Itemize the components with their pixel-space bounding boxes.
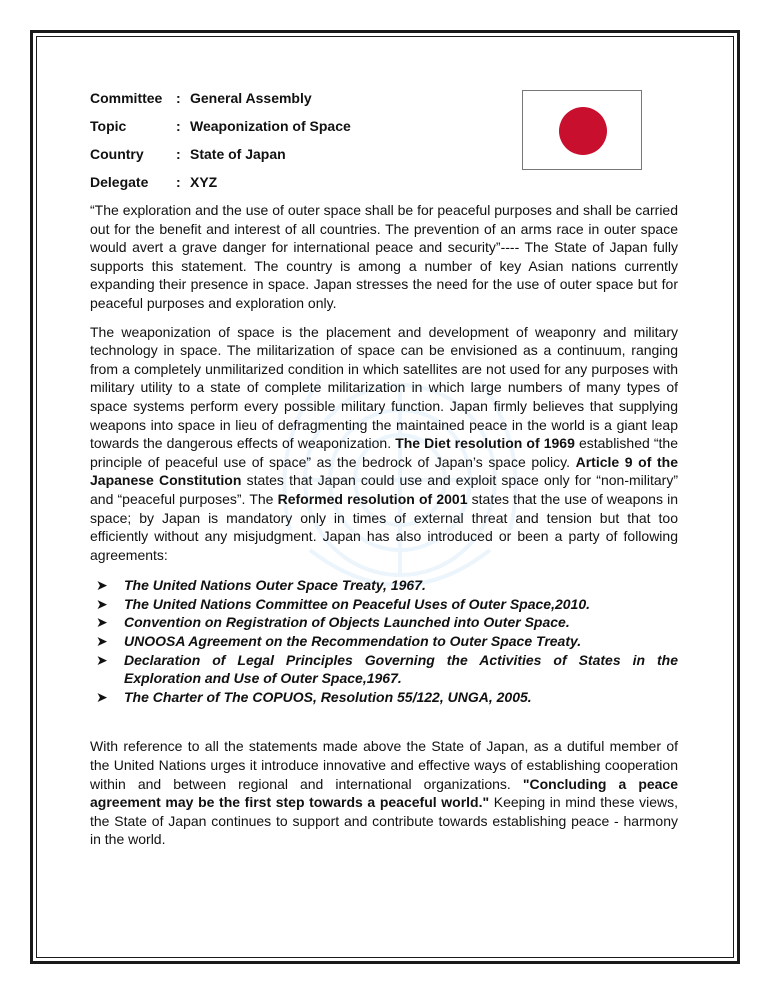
header-block <box>90 88 510 200</box>
delegate-separator: : <box>176 174 181 190</box>
closing-paragraph <box>90 737 678 849</box>
japan-flag-icon <box>522 90 642 170</box>
arrow-bullet-icon: ➤ <box>96 595 108 612</box>
agreements-list <box>90 576 678 706</box>
list-item <box>90 613 678 632</box>
closing-bold-quote: "Concluding a peace agreement may be the first step towards a peaceful world." <box>90 775 679 811</box>
committee-separator: : <box>176 90 181 106</box>
topic-separator: : <box>176 118 181 134</box>
country-label: Country <box>90 146 144 162</box>
delegate-value: XYZ <box>190 174 218 190</box>
intro-paragraph: “The exploration and the use of outer space shall be for peaceful purposes and shall be carried out for the benefit and interest of all countries. The prevention of an arms race in outer space would avert a grave danger for international peace and security”---- The State of Japan fully supports this statement. The country is among a number of key Asian nations currently expanding their presence in space. Japan stresses the need for the use of outer space but for peaceful purposes and exploration only. <box>90 202 678 311</box>
agreement-text: Convention on Registration of Objects Launched into Outer Space. <box>124 614 570 631</box>
body-bold-reformed-resolution: Reformed resolution of 2001 <box>277 490 468 507</box>
agreement-text: The Charter of The COPUOS, Resolution 55/122, UNGA, 2005. <box>124 688 532 705</box>
topic-label: Topic <box>90 118 127 134</box>
closing-text-2: Keeping in mind these views, the State of Japan continues to support and contribute towards establishing peace - harmony in the world. <box>90 794 678 848</box>
arrow-bullet-icon: ➤ <box>96 651 108 668</box>
delegate-label: Delegate <box>90 174 149 190</box>
body-bold-diet-resolution: The Diet resolution of 1969 <box>395 435 575 452</box>
weaponization-paragraph <box>90 323 678 565</box>
country-separator: : <box>176 146 181 162</box>
body-text-2: established “the principle of peaceful use of space” as the bedrock of Japan’s space policy. <box>90 435 678 470</box>
list-item <box>90 688 678 707</box>
header-row-topic <box>90 116 510 144</box>
arrow-bullet-icon: ➤ <box>96 614 108 631</box>
body-text-3: states that Japan could use and exploit space only for “non-military” and “peaceful purposes”. The <box>90 472 678 507</box>
list-item <box>90 651 678 688</box>
agreement-text: The United Nations Committee on Peaceful Uses of Outer Space,2010. <box>124 595 591 612</box>
list-item <box>90 632 678 651</box>
arrow-bullet-icon: ➤ <box>96 633 108 650</box>
agreement-text: Declaration of Legal Principles Governing the Activities of States in the Exploration and Use of Outer Space,1967. <box>124 651 678 687</box>
committee-label: Committee <box>90 90 163 106</box>
document-body <box>90 201 678 849</box>
country-value: State of Japan <box>190 146 286 162</box>
topic-value: Weaponization of Space <box>190 118 351 134</box>
agreement-text: The United Nations Outer Space Treaty, 1967. <box>124 577 426 594</box>
closing-text-1: With reference to all the statements made above the State of Japan, as a dutiful member of the United Nations urges it introduce innovative and effective ways of establishing cooperation within and between regional and international organizations. <box>90 738 678 792</box>
arrow-bullet-icon: ➤ <box>96 688 108 705</box>
arrow-bullet-icon: ➤ <box>96 577 108 594</box>
body-text-4: states that the use of weapons in space; by Japan is mandatory only in times of external threat and tension but that too efficiently without any misjudgment. Japan has also introduced or been a party of following agreements: <box>90 490 679 563</box>
body-bold-article-9: Article 9 of the Japanese Constitution <box>90 453 678 489</box>
flag-red-disc <box>559 107 607 155</box>
header-row-delegate <box>90 172 510 200</box>
list-item <box>90 576 678 595</box>
agreement-text: UNOOSA Agreement on the Recommendation to Outer Space Treaty. <box>124 633 582 650</box>
body-text-1: The weaponization of space is the placement and development of weaponry and military technology in space. The militarization of space can be envisioned as a continuum, ranging from a completely unmilitarized condition in which satellites are not used for any purposes with military utility to a state of complete militarization in which large numbers of many types of space systems perform every possible military function. Japan firmly believes that supplying weapons into space in lieu of defragmenting the maintained peace in the world is a giant leap towards the dangerous effects of weaponization. <box>90 323 678 452</box>
committee-value: General Assembly <box>190 90 312 106</box>
header-row-committee <box>90 88 510 116</box>
header-row-country <box>90 144 510 172</box>
list-item <box>90 595 678 614</box>
